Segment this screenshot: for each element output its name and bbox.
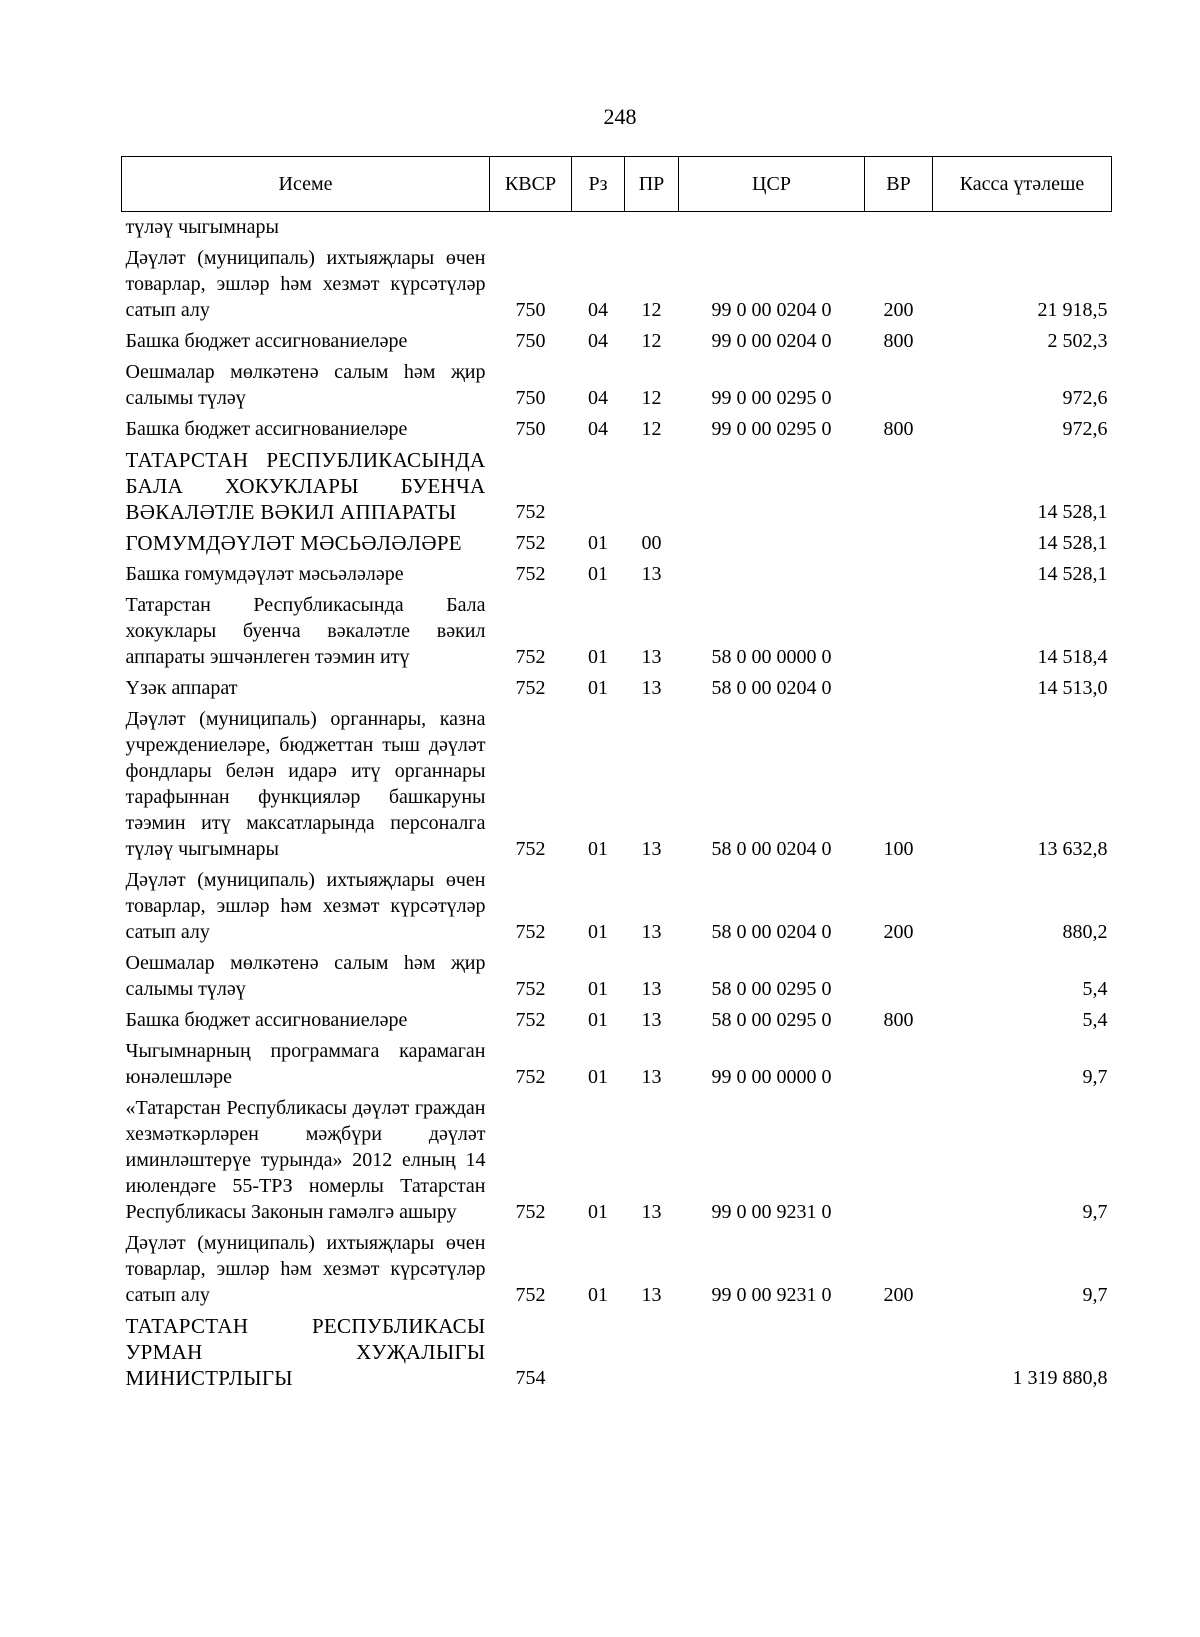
cell-name: ТАТАРСТАН РЕСПУБЛИКАСЫНДА БАЛА ХОКУКЛАРЫ БУЕНЧА ВӘКАЛӘТЛЕ ВӘКИЛ АППАРАТЫ (125, 448, 486, 524)
cell-kassa: 880,2 (1062, 921, 1108, 943)
cell-kvsr: 752 (515, 978, 546, 1000)
cell-vr (865, 1311, 933, 1394)
cell-kvsr: 750 (515, 387, 546, 409)
table-row (122, 243, 1112, 326)
cell-kvsr: 752 (515, 646, 546, 668)
cell-name: Дәүләт (муниципаль) органнары, казна учреждениеләре, бюджеттан тыш дәүләт фондлары белән идарә итү органнары тарафыннан функцияләр башкаруны тәэмин итү максатларында персоналга түләү чыгымнары (125, 708, 486, 860)
cell-vr (865, 590, 933, 673)
cell-kvsr: 752 (515, 1066, 546, 1088)
cell-pr: 13 (641, 677, 662, 699)
cell-kassa: 14 513,0 (1037, 677, 1108, 699)
cell-kvsr: 752 (515, 1009, 546, 1031)
cell-rz: 01 (588, 921, 608, 943)
cell-name: Чыгымнарның программага карамаган юнәлешләре (125, 1040, 486, 1088)
col-header-name: Исеме (122, 157, 490, 212)
cell-name: Татарстан Республикасында Бала хокуклары буенча вәкаләтле вәкил аппараты эшчәнлеген тәэмин итү (125, 594, 486, 668)
cell-vr (865, 559, 933, 590)
cell-csr (679, 559, 865, 590)
cell-kassa (933, 212, 1112, 244)
cell-kvsr: 754 (515, 1367, 546, 1389)
cell-vr (865, 673, 933, 704)
cell-vr: 200 (883, 921, 914, 943)
table-row (122, 948, 1112, 1005)
table-row (122, 1093, 1112, 1228)
table-row (122, 528, 1112, 559)
cell-csr (679, 1311, 865, 1394)
cell-rz: 04 (588, 387, 608, 409)
cell-kassa: 14 528,1 (1037, 532, 1108, 554)
col-header-kvsr: КВСР (490, 157, 572, 212)
cell-pr (625, 445, 679, 528)
cell-pr: 13 (641, 1009, 662, 1031)
cell-csr: 58 0 00 0000 0 (711, 646, 832, 668)
cell-csr: 99 0 00 0295 0 (711, 387, 832, 409)
cell-pr (625, 212, 679, 244)
cell-name: Оешмалар мөлкәтенә салым һәм җир салымы түләү (125, 952, 486, 1000)
table-row (122, 704, 1112, 865)
cell-csr: 99 0 00 9231 0 (711, 1201, 832, 1223)
cell-kvsr: 752 (515, 563, 546, 585)
cell-rz: 01 (588, 1201, 608, 1223)
col-header-vr: ВР (865, 157, 933, 212)
table-row (122, 1228, 1112, 1311)
cell-pr: 13 (641, 1201, 662, 1223)
cell-kvsr: 750 (515, 299, 546, 321)
cell-kassa: 972,6 (1062, 387, 1108, 409)
cell-name: Башка бюджет ассигнованиеләре (125, 330, 408, 352)
cell-csr: 99 0 00 0204 0 (711, 330, 832, 352)
cell-rz: 01 (588, 838, 608, 860)
cell-pr: 12 (641, 330, 662, 352)
cell-pr: 00 (641, 532, 662, 554)
cell-kvsr: 750 (515, 418, 546, 440)
cell-kvsr: 752 (515, 677, 546, 699)
cell-rz (572, 1311, 625, 1394)
cell-kvsr (490, 212, 572, 244)
cell-rz: 01 (588, 1009, 608, 1031)
cell-name: ТАТАРСТАН РЕСПУБЛИКАСЫ УРМАН ХУҖАЛЫГЫ МИНИСТРЛЫГЫ (125, 1314, 486, 1390)
cell-rz: 01 (588, 532, 608, 554)
table-body (122, 212, 1112, 1395)
cell-csr (679, 212, 865, 244)
cell-vr: 200 (883, 299, 914, 321)
table-row (122, 212, 1112, 244)
cell-kassa: 5,4 (1082, 1009, 1108, 1031)
cell-kvsr: 752 (515, 532, 546, 554)
cell-rz: 04 (588, 299, 608, 321)
cell-name: Башка бюджет ассигнованиеләре (125, 1009, 408, 1031)
table-row (122, 357, 1112, 414)
cell-vr (865, 445, 933, 528)
cell-vr (865, 357, 933, 414)
cell-pr: 12 (641, 299, 662, 321)
cell-kassa: 21 918,5 (1037, 299, 1108, 321)
cell-kassa: 5,4 (1082, 978, 1108, 1000)
table-row (122, 865, 1112, 948)
col-header-pr: ПР (625, 157, 679, 212)
cell-kassa: 14 528,1 (1037, 563, 1108, 585)
cell-vr: 200 (883, 1284, 914, 1306)
cell-vr (865, 948, 933, 1005)
cell-rz: 01 (588, 677, 608, 699)
cell-name: Дәүләт (муниципаль) ихтыяҗлары өчен товарлар, эшләр һәм хезмәт күрсәтүләр сатып алу (125, 247, 486, 321)
cell-pr: 13 (641, 838, 662, 860)
cell-kvsr: 752 (515, 1284, 546, 1306)
cell-rz: 01 (588, 1066, 608, 1088)
cell-name: Башка бюджет ассигнованиеләре (125, 418, 408, 440)
cell-pr: 13 (641, 1284, 662, 1306)
cell-pr (625, 1311, 679, 1394)
cell-csr (679, 445, 865, 528)
cell-name: Дәүләт (муниципаль) ихтыяҗлары өчен товарлар, эшләр һәм хезмәт күрсәтүләр сатып алу (125, 1232, 486, 1306)
cell-csr: 58 0 00 0204 0 (711, 838, 832, 860)
cell-pr: 12 (641, 387, 662, 409)
cell-name: Оешмалар мөлкәтенә салым һәм җир салымы түләү (125, 361, 486, 409)
cell-vr (865, 1093, 933, 1228)
table-row (122, 414, 1112, 445)
table-row (122, 559, 1112, 590)
cell-vr: 800 (883, 330, 914, 352)
cell-kassa: 9,7 (1082, 1284, 1108, 1306)
col-header-kassa: Касса үтәлеше (933, 157, 1112, 212)
table-row (122, 673, 1112, 704)
cell-kassa: 1 319 880,8 (1012, 1367, 1108, 1389)
cell-rz (572, 212, 625, 244)
cell-vr (865, 1036, 933, 1093)
cell-csr: 58 0 00 0204 0 (711, 921, 832, 943)
cell-kassa: 9,7 (1082, 1066, 1108, 1088)
table-row (122, 1311, 1112, 1394)
cell-pr: 13 (641, 978, 662, 1000)
cell-kvsr: 752 (515, 921, 546, 943)
table-header-row (122, 157, 1112, 212)
cell-kvsr: 750 (515, 330, 546, 352)
cell-vr: 100 (883, 838, 914, 860)
col-header-csr: ЦСР (679, 157, 865, 212)
cell-csr: 58 0 00 0295 0 (711, 1009, 832, 1031)
cell-name: Башка гомумдәүләт мәсьәләләре (125, 563, 404, 585)
table-row (122, 326, 1112, 357)
cell-kassa: 14 528,1 (1037, 501, 1108, 523)
cell-kassa: 13 632,8 (1037, 838, 1108, 860)
cell-kassa: 972,6 (1062, 418, 1108, 440)
table-row (122, 445, 1112, 528)
cell-csr (679, 528, 865, 559)
table-row (122, 1005, 1112, 1036)
cell-rz: 01 (588, 563, 608, 585)
budget-table (121, 156, 1112, 1394)
cell-kvsr: 752 (515, 1201, 546, 1223)
cell-rz (572, 445, 625, 528)
cell-name: Дәүләт (муниципаль) ихтыяҗлары өчен товарлар, эшләр һәм хезмәт күрсәтүләр сатып алу (125, 869, 486, 943)
cell-name: ГОМУМДӘҮЛӘТ МӘСЬӘЛӘЛӘРЕ (125, 531, 462, 555)
cell-kassa: 14 518,4 (1037, 646, 1108, 668)
cell-pr: 13 (641, 1066, 662, 1088)
table-row (122, 590, 1112, 673)
cell-kassa: 2 502,3 (1047, 330, 1108, 352)
cell-pr: 13 (641, 563, 662, 585)
cell-pr: 13 (641, 646, 662, 668)
cell-kvsr: 752 (515, 501, 546, 523)
cell-vr: 800 (883, 418, 914, 440)
cell-csr: 99 0 00 0204 0 (711, 299, 832, 321)
col-header-rz: Рз (572, 157, 625, 212)
cell-pr: 13 (641, 921, 662, 943)
cell-rz: 01 (588, 1284, 608, 1306)
cell-kassa: 9,7 (1082, 1201, 1108, 1223)
cell-csr: 99 0 00 0000 0 (711, 1066, 832, 1088)
cell-csr: 99 0 00 9231 0 (711, 1284, 832, 1306)
cell-kvsr: 752 (515, 838, 546, 860)
cell-rz: 01 (588, 978, 608, 1000)
cell-name: «Татарстан Республикасы дәүләт граждан хезмәткәрләрен мәҗбүри дәүләт иминләштерүе турында» 2012 елның 14 июлендәге 55-ТРЗ номерлы Татарстан Республикасы Законын гамәлгә ашыру (125, 1097, 486, 1223)
table-row (122, 1036, 1112, 1093)
cell-vr (865, 528, 933, 559)
cell-rz: 04 (588, 330, 608, 352)
cell-pr: 12 (641, 418, 662, 440)
cell-rz: 04 (588, 418, 608, 440)
cell-vr: 800 (883, 1009, 914, 1031)
page-number: 248 (603, 104, 637, 129)
cell-csr: 58 0 00 0295 0 (711, 978, 832, 1000)
cell-rz: 01 (588, 646, 608, 668)
cell-vr (865, 212, 933, 244)
cell-name: түләү чыгымнары (125, 216, 279, 238)
cell-csr: 58 0 00 0204 0 (711, 677, 832, 699)
cell-csr: 99 0 00 0295 0 (711, 418, 832, 440)
cell-name: Үзәк аппарат (125, 677, 238, 699)
